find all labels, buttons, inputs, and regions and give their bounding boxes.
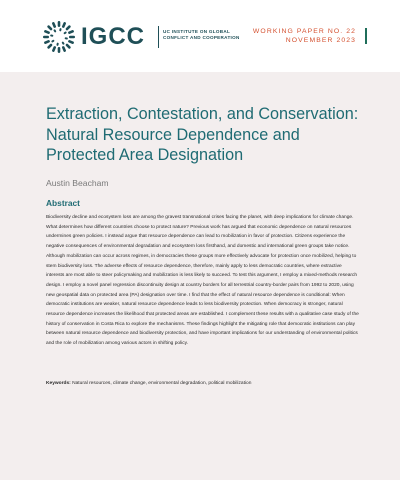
logo-divider [158, 26, 159, 48]
working-paper-number: WORKING PAPER NO. 22 [252, 28, 356, 35]
logo-wordmark: IGCC [81, 23, 145, 50]
working-paper-date: NOVEMBER 2023 [285, 37, 356, 44]
paper-author: Austin Beacham [46, 178, 109, 188]
igcc-logo-mark-icon [42, 20, 76, 54]
abstract-heading: Abstract [46, 198, 80, 208]
paper-title: Extraction, Contestation, and Conservation: Natural Resource Dependence and Protected Area Designation [46, 105, 359, 164]
keywords [46, 379, 360, 388]
logo-tagline-line2: CONFLICT AND COOPERATION [163, 35, 240, 40]
paper-content [0, 72, 400, 480]
accent-bar [365, 28, 367, 44]
keywords-text: Natural resources, climate change, environmental degradation, political mobilization [70, 381, 252, 386]
keywords-label: Keywords: [46, 381, 71, 386]
logo-tagline-line1: UC INSTITUTE ON GLOBAL [163, 29, 231, 34]
igcc-logo[interactable] [42, 20, 252, 54]
header [0, 0, 400, 72]
logo-tagline [163, 29, 253, 41]
abstract-body: Biodiversity decline and ecosystem loss are among the gravest transnational crises facing the planet, with deep implications for climate change. What determines how different countries choose to protect nature? Previous work has argued that economic dependence on natural resources undermines green policies. I instead argue that resource dependence can lead to mobilization in favor of protection. Citizens experience the negative consequences of environmental degradation and ecosystem loss firsthand, and domestic and international green groups take notice. Although mobilization can occur across regimes, in democracies these groups more effectively advocate for protection once mobilized, helping to stem biodiversity loss. The adverse effects of resource dependence, therefore, mainly apply to less democratic countries, where extractive interests are most able to steer policymaking and mobilization is less likely to succeed. To test this argument, I employ a mixed-methods research design. I employ a novel panel regression discontinuity design at country borders for all terrestrial country-border pairs from 1992 to 2020, using new geospatial data on protected area (PA) designation over time. I find that the effect of natural resource dependence is conditional: When democratic institutions are weaker, natural resource dependence leads to less biodiversity protection. When democracy is stronger, natural resource dependence increases the likelihood that protected areas are established. I complement these results with a qualitative case study of the history of conservation in Costa Rica to explore the mechanisms. These findings highlight the mitigating role that democratic institutions can play between natural resource dependence and biodiversity protection, and have important implications for our understanding of environmental politics and the role of mobilization among various actors in shifting policy. [46, 215, 359, 347]
working-paper-info [253, 27, 356, 45]
